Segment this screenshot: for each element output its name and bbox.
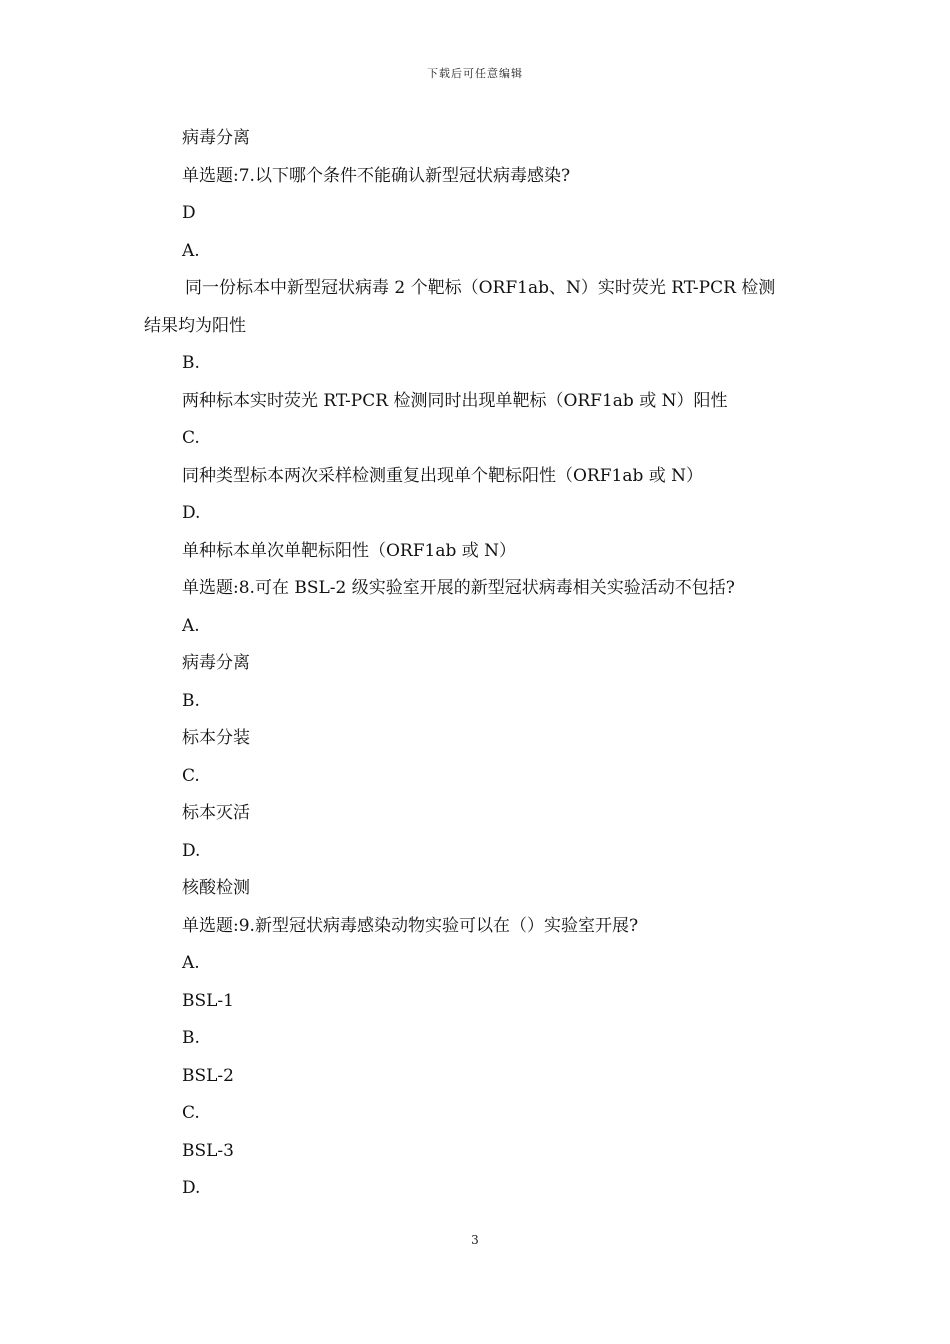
- q7-option-c-text: 同种类型标本两次采样检测重复出现单个靶标阳性（ORF1ab 或 N）: [182, 465, 704, 486]
- page-number: 3: [471, 1233, 479, 1247]
- q7-option-d-label: D.: [182, 503, 201, 523]
- q7-answer: D: [182, 203, 196, 223]
- q8-option-c-label: C.: [182, 765, 200, 786]
- page-header: 下载后可任意编辑: [427, 67, 523, 80]
- q8-option-d-text: 核酸检测: [182, 878, 250, 898]
- q9-option-b-label: B.: [182, 1028, 200, 1048]
- q8-option-b-text: 标本分装: [182, 728, 250, 748]
- q7-option-b-label: B.: [182, 353, 200, 373]
- q9-question: 单选题:9.新型冠状病毒感染动物实验可以在（）实验室开展?: [182, 915, 639, 936]
- q9-option-a-text: BSL-1: [182, 990, 234, 1011]
- document-body: [144, 120, 824, 1208]
- q8-question: 单选题:8.可在 BSL-2 级实验室开展的新型冠状病毒相关实验活动不包括?: [182, 578, 735, 598]
- q7-option-c-label: C.: [182, 428, 200, 448]
- q7-option-b-text: 两种标本实时荧光 RT-PCR 检测同时出现单靶标（ORF1ab 或 N）阳性: [182, 390, 728, 411]
- q7-option-a-text-line2: 结果均为阳性: [144, 315, 246, 336]
- q6-option-d-text: 病毒分离: [182, 128, 250, 148]
- q7-question: 单选题:7.以下哪个条件不能确认新型冠状病毒感染?: [182, 165, 571, 186]
- q9-option-c-label: C.: [182, 1103, 200, 1123]
- q9-option-a-label: A.: [182, 953, 200, 973]
- q8-option-c-text: 标本灭活: [182, 803, 250, 823]
- q7-option-a-label: A.: [182, 240, 200, 261]
- q7-option-d-text: 单种标本单次单靶标阳性（ORF1ab 或 N）: [182, 540, 517, 561]
- q8-option-d-label: D.: [182, 840, 201, 861]
- q8-option-a-text: 病毒分离: [182, 653, 250, 673]
- q8-option-a-label: A.: [182, 615, 200, 636]
- q9-option-b-text: BSL-2: [182, 1065, 234, 1086]
- q9-option-d-label: D.: [182, 1178, 201, 1198]
- q9-option-c-text: BSL-3: [182, 1140, 234, 1161]
- q8-option-b-label: B.: [182, 690, 200, 711]
- q7-option-a-text-line1: 同一份标本中新型冠状病毒 2 个靶标（ORF1ab、N）实时荧光 RT-PCR 检测: [185, 278, 776, 298]
